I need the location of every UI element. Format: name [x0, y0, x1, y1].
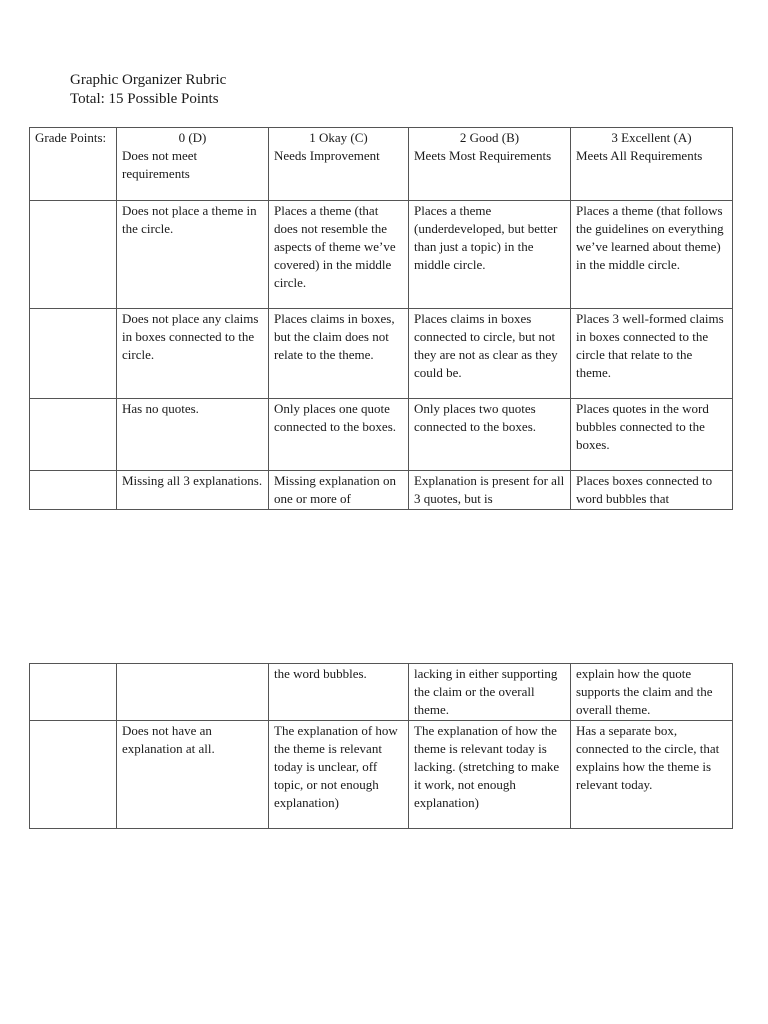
criterion-cell-a: Places boxes connected to word bubbles that [571, 471, 733, 510]
rubric-header-row [30, 128, 733, 201]
criterion-cell-d: Missing all 3 explanations. [117, 471, 269, 510]
criterion-cell-d [117, 664, 269, 721]
criterion-cell-c: Missing explanation on one or more of [269, 471, 409, 510]
criterion-cell-b: The explanation of how the theme is relevant today is lacking. (stretching to make it work, not enough explanation) [409, 721, 571, 829]
document-header [70, 71, 226, 109]
criterion-cell-d: Does not place any claims in boxes connected to the circle. [117, 309, 269, 399]
header-cell-b [409, 128, 571, 201]
criterion-cell-c: Only places one quote connected to the boxes. [269, 399, 409, 471]
criterion-cell-b: Places a theme (underdeveloped, but better than just a topic) in the middle circle. [409, 201, 571, 309]
level-label-a: Meets All Requirements [576, 148, 703, 163]
level-label-d: Does not meet requirements [122, 148, 198, 181]
points-label-d: 0 (D) [178, 130, 207, 145]
rubric-row-claims [30, 309, 733, 399]
criterion-cell-a: Places 3 well-formed claims in boxes connected to the circle that relate to the theme. [571, 309, 733, 399]
points-label-a: 3 Excellent (A) [611, 130, 692, 145]
points-label-c: 1 Okay (C) [309, 130, 368, 145]
header-cell-d [117, 128, 269, 201]
grade-cell [30, 664, 117, 721]
rubric-row-explanations-continued [30, 664, 733, 721]
rubric-row-theme [30, 201, 733, 309]
criterion-cell-a: explain how the quote supports the claim and the overall theme. [571, 664, 733, 721]
header-cell-grade-points [30, 128, 117, 201]
rubric-table-part-2 [29, 663, 733, 829]
criterion-cell-c: the word bubbles. [269, 664, 409, 721]
rubric-title: Graphic Organizer Rubric [70, 72, 227, 88]
criterion-cell-d: Does not have an explanation at all. [117, 721, 269, 829]
criterion-cell-a: Places quotes in the word bubbles connected to the boxes. [571, 399, 733, 471]
criterion-cell-b: Explanation is present for all 3 quotes, but is [409, 471, 571, 510]
grade-points-label: Grade Points: [35, 130, 107, 145]
rubric-row-explanations-start [30, 471, 733, 510]
grade-cell [30, 399, 117, 471]
criterion-cell-b: Places claims in boxes connected to circle, but not they are not as clear as they could be. [409, 309, 571, 399]
rubric-total-points: Total: 15 Possible Points [70, 91, 219, 107]
grade-cell [30, 721, 117, 829]
header-cell-c [269, 128, 409, 201]
criterion-cell-b: Only places two quotes connected to the boxes. [409, 399, 571, 471]
rubric-row-relevance [30, 721, 733, 829]
grade-cell [30, 309, 117, 399]
criterion-cell-d: Has no quotes. [117, 399, 269, 471]
header-cell-a [571, 128, 733, 201]
level-label-c: Needs Improvement [274, 148, 380, 163]
criterion-cell-a: Has a separate box, connected to the circle, that explains how the theme is relevant today. [571, 721, 733, 829]
rubric-table-part-1 [29, 127, 733, 510]
grade-cell [30, 201, 117, 309]
criterion-cell-c: The explanation of how the theme is relevant today is unclear, off topic, or not enough explanation) [269, 721, 409, 829]
criterion-cell-d: Does not place a theme in the circle. [117, 201, 269, 309]
points-label-b: 2 Good (B) [459, 130, 520, 145]
criterion-cell-c: Places claims in boxes, but the claim does not relate to the theme. [269, 309, 409, 399]
criterion-cell-a: Places a theme (that follows the guidelines on everything we’ve learned about theme) in the middle circle. [571, 201, 733, 309]
criterion-cell-b: lacking in either supporting the claim or the overall theme. [409, 664, 571, 721]
criterion-cell-c: Places a theme (that does not resemble the aspects of theme we’ve covered) in the middle circle. [269, 201, 409, 309]
level-label-b: Meets Most Requirements [414, 148, 552, 163]
rubric-row-quotes [30, 399, 733, 471]
grade-cell [30, 471, 117, 510]
